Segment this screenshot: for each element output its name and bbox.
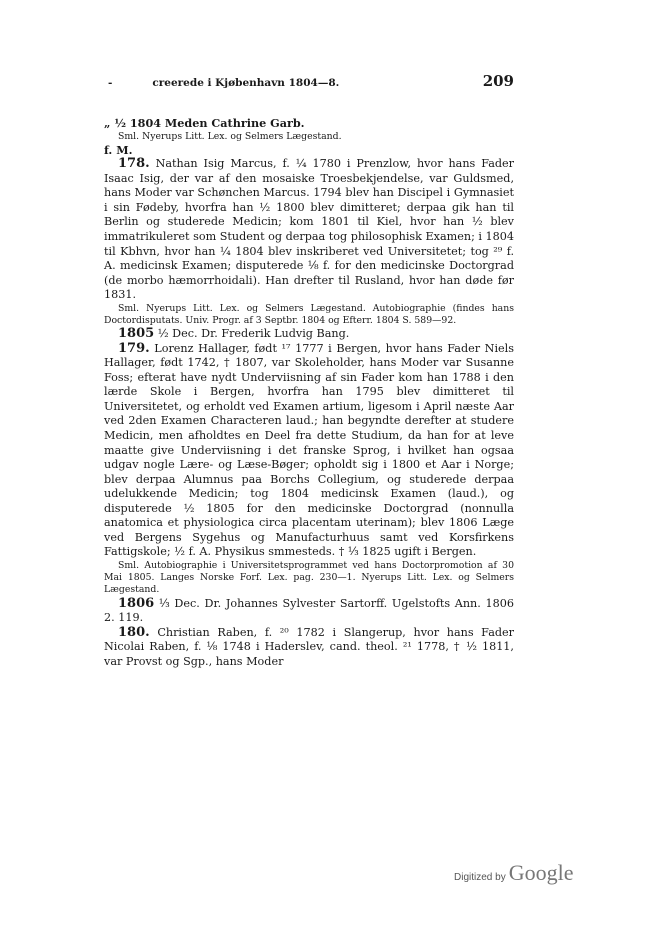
biography-entry-180 xyxy=(104,626,514,670)
biography-entry-178 xyxy=(104,157,514,302)
dissertation-entry-1805 xyxy=(104,327,514,342)
biography-entry-179 xyxy=(104,342,514,560)
running-header xyxy=(104,74,514,96)
entry-number: 178. xyxy=(118,156,150,172)
reference-line: „ ½ 1804 Meden Cathrine Garb. xyxy=(104,116,305,130)
header-dash: - xyxy=(108,77,113,89)
page-body xyxy=(104,74,514,669)
entry-number: 179. xyxy=(118,340,150,356)
running-title: creerede i Kjøbenhavn 1804—8. xyxy=(152,77,340,89)
entry-number: 180. xyxy=(118,624,150,640)
reference-line: Sml. Autobiographie i Universitetsprogrammet ved hans Doctorpromotion af 30 Mai 1805. Langes Norske Forf. Lex. pag. 230—1. Nyerups Litt. Lex. og Selmers Lægestand. xyxy=(104,559,514,596)
entry-text: ½ Dec. Dr. Frederik Ludvig Bang. xyxy=(157,327,350,341)
reference-line: f. M. xyxy=(104,142,133,157)
entry-text: ⅓ Dec. Dr. Johannes Sylvester Sartorff. Ugelstofts Ann. 1806 2. 119. xyxy=(104,596,514,625)
entry-text: Lorenz Hallager, født ¹⁷ 1777 i Bergen, hvor hans Fader Niels Hallager, født 1742, † 1807, var Skoleholder, hans Moder var Susanne Foss; efterat have nydt Underviisning af sin Fader kom han 1788 i den lærde Skole i Bergen, hvorfra han 1795 blev dimitteret til Universitetet, og erholdt ved Examen artium, ligesom i April næste Aar ved 2den Examen Characteren laud.; han begyndte derefter at studere Medicin, men afholdtes en Deel fra dette Studium, da han for at leve maatte give Underviisning i det franske Sprog, i hvilket han ogsaa udgav nogle Lære- og Læse-Bøger; opholdt sig i 1800 et Aar i Norge; blev derpaa Alumnus paa Borchs Collegium, og studerede derpaa udelukkende Medicin; tog 1804 medicinsk Examen (laud.), og disputerede ½ 1805 for den medicinske Doctorgrad (nonnulla anatomica et physiologica circa placentam uterinam); blev 1806 Læge ved Bergens Sygehus og Manufacturhuus samt ved Korsfirkens Fattigskole; ½ f. A. Physikus smmesteds. † ⅓ 1825 ugift i Bergen. xyxy=(104,341,514,559)
google-watermark xyxy=(454,860,573,886)
reference-line: Sml. Nyerups Litt. Lex. og Selmers Lægestand. xyxy=(118,130,342,142)
dissertation-entry-1806 xyxy=(104,597,514,626)
page-number: 209 xyxy=(482,72,514,90)
entry-year: 1806 xyxy=(118,595,155,611)
entry-text: Nathan Isig Marcus, f. ¼ 1780 i Prenzlow, hvor hans Fader Isaac Isig, der var af den mosaiske Troesbekjendelse, var Guldsmed, hans Moder var Schønchen Marcus. 1794 blev han Discipel i Gymnasiet i sin Fødeby, hvorfra han ½ 1800 blev dimitteret; derpaa gik han til Berlin og studerede Medicin; kom 1801 til Kiel, hvor han ½ blev immatrikuleret som Student og derpaa tog philosophisk Examen; i 1804 til Kbhvn, hvor han ¼ 1804 blev inskriberet ved Universitetet; tog ²⁹ f. A. medicinsk Examen; disputerede ⅛ f. for den medicinske Doctorgrad (de morbo hæmorrhoidali). Han drefter til Rusland, hvor han døde før 1831. xyxy=(104,157,515,302)
google-logo: Google xyxy=(508,860,574,885)
digitized-by-label: Digitized by xyxy=(454,872,506,883)
entry-year: 1805 xyxy=(118,326,155,342)
reference-line: Sml. Nyerups Litt. Lex. og Selmers Lægestand. Autobiographie (findes hans Doctordisputats. Univ. Progr. af 3 Septbr. 1804 og Efterr. 1804 S. 589—92. xyxy=(104,302,514,326)
entry-text: Christian Raben, f. ²⁰ 1782 i Slangerup, hvor hans Fader Nicolai Raben, f. ⅛ 1748 i Haderslev, cand. theol. ²¹ 1778, † ½ 1811, var Provst og Sgp., hans Moder xyxy=(104,625,514,668)
